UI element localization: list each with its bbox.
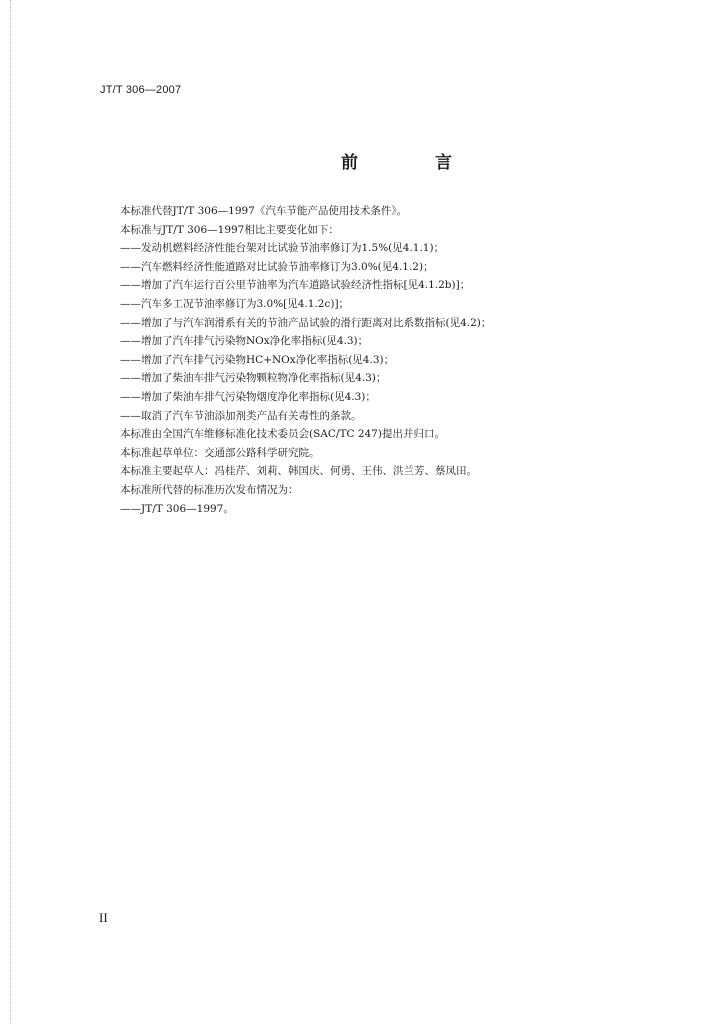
list-item-change: ——增加了汽车运行百公里节油率为汽车道路试验经济性指标[见4.1.2b)]；: [120, 279, 471, 292]
page-title: 前 言: [341, 153, 482, 173]
paragraph-history-intro: 本标准所代替的标准历次发布情况为：: [120, 483, 299, 496]
foreword-body: [120, 202, 590, 518]
list-item-change: ——汽车燃料经济性能道路对比试验节油率修订为3.0%(见4.1.2)；: [120, 260, 434, 273]
paragraph-drafting-unit: 本标准起草单位：交通部公路科学研究院。: [120, 446, 320, 459]
list-item-change: ——发动机燃料经济性能台架对比试验节油率修订为1.5%(见4.1.1)；: [120, 242, 445, 255]
list-item-change: ——取消了汽车节油添加剂类产品有关毒性的条款。: [120, 409, 362, 422]
list-item-change: ——汽车多工况节油率修订为3.0%[见4.1.2c)]；: [120, 297, 350, 310]
list-item-change: ——增加了柴油车排气污染物烟度净化率指标(见4.3)；: [120, 390, 376, 403]
list-item-change: ——增加了与汽车润滑系有关的节油产品试验的滑行距离对比系数指标(见4.2)；: [120, 316, 492, 329]
paragraph-proposer: 本标准由全国汽车维修标准化技术委员会(SAC/TC 247)提出并归口。: [120, 428, 445, 441]
paragraph-replaces: 本标准代替JT/T 306—1997《汽车节能产品使用技术条件》。: [120, 205, 408, 217]
list-item-history: ——JT/T 306—1997。: [120, 502, 234, 515]
binding-edge-dots: [10, 0, 11, 1024]
standard-code-header: JT/T 306—2007: [100, 84, 182, 96]
paragraph-changes-intro: 本标准与JT/T 306—1997相比主要变化如下：: [120, 223, 339, 236]
list-item-change: ——增加了汽车排气污染物NOx净化率指标(见4.3)；: [120, 335, 369, 348]
paragraph-drafters: 本标准主要起草人：冯桂芹、刘莉、韩国庆、何勇、王伟、洪兰芳、蔡凤田。: [120, 465, 477, 478]
list-item-change: ——增加了汽车排气污染物HC+NOx净化率指标(见4.3)；: [120, 353, 395, 366]
page-number: II: [99, 910, 108, 925]
list-item-change: ——增加了柴油车排气污染物颗粒物净化率指标(见4.3)；: [120, 372, 387, 385]
